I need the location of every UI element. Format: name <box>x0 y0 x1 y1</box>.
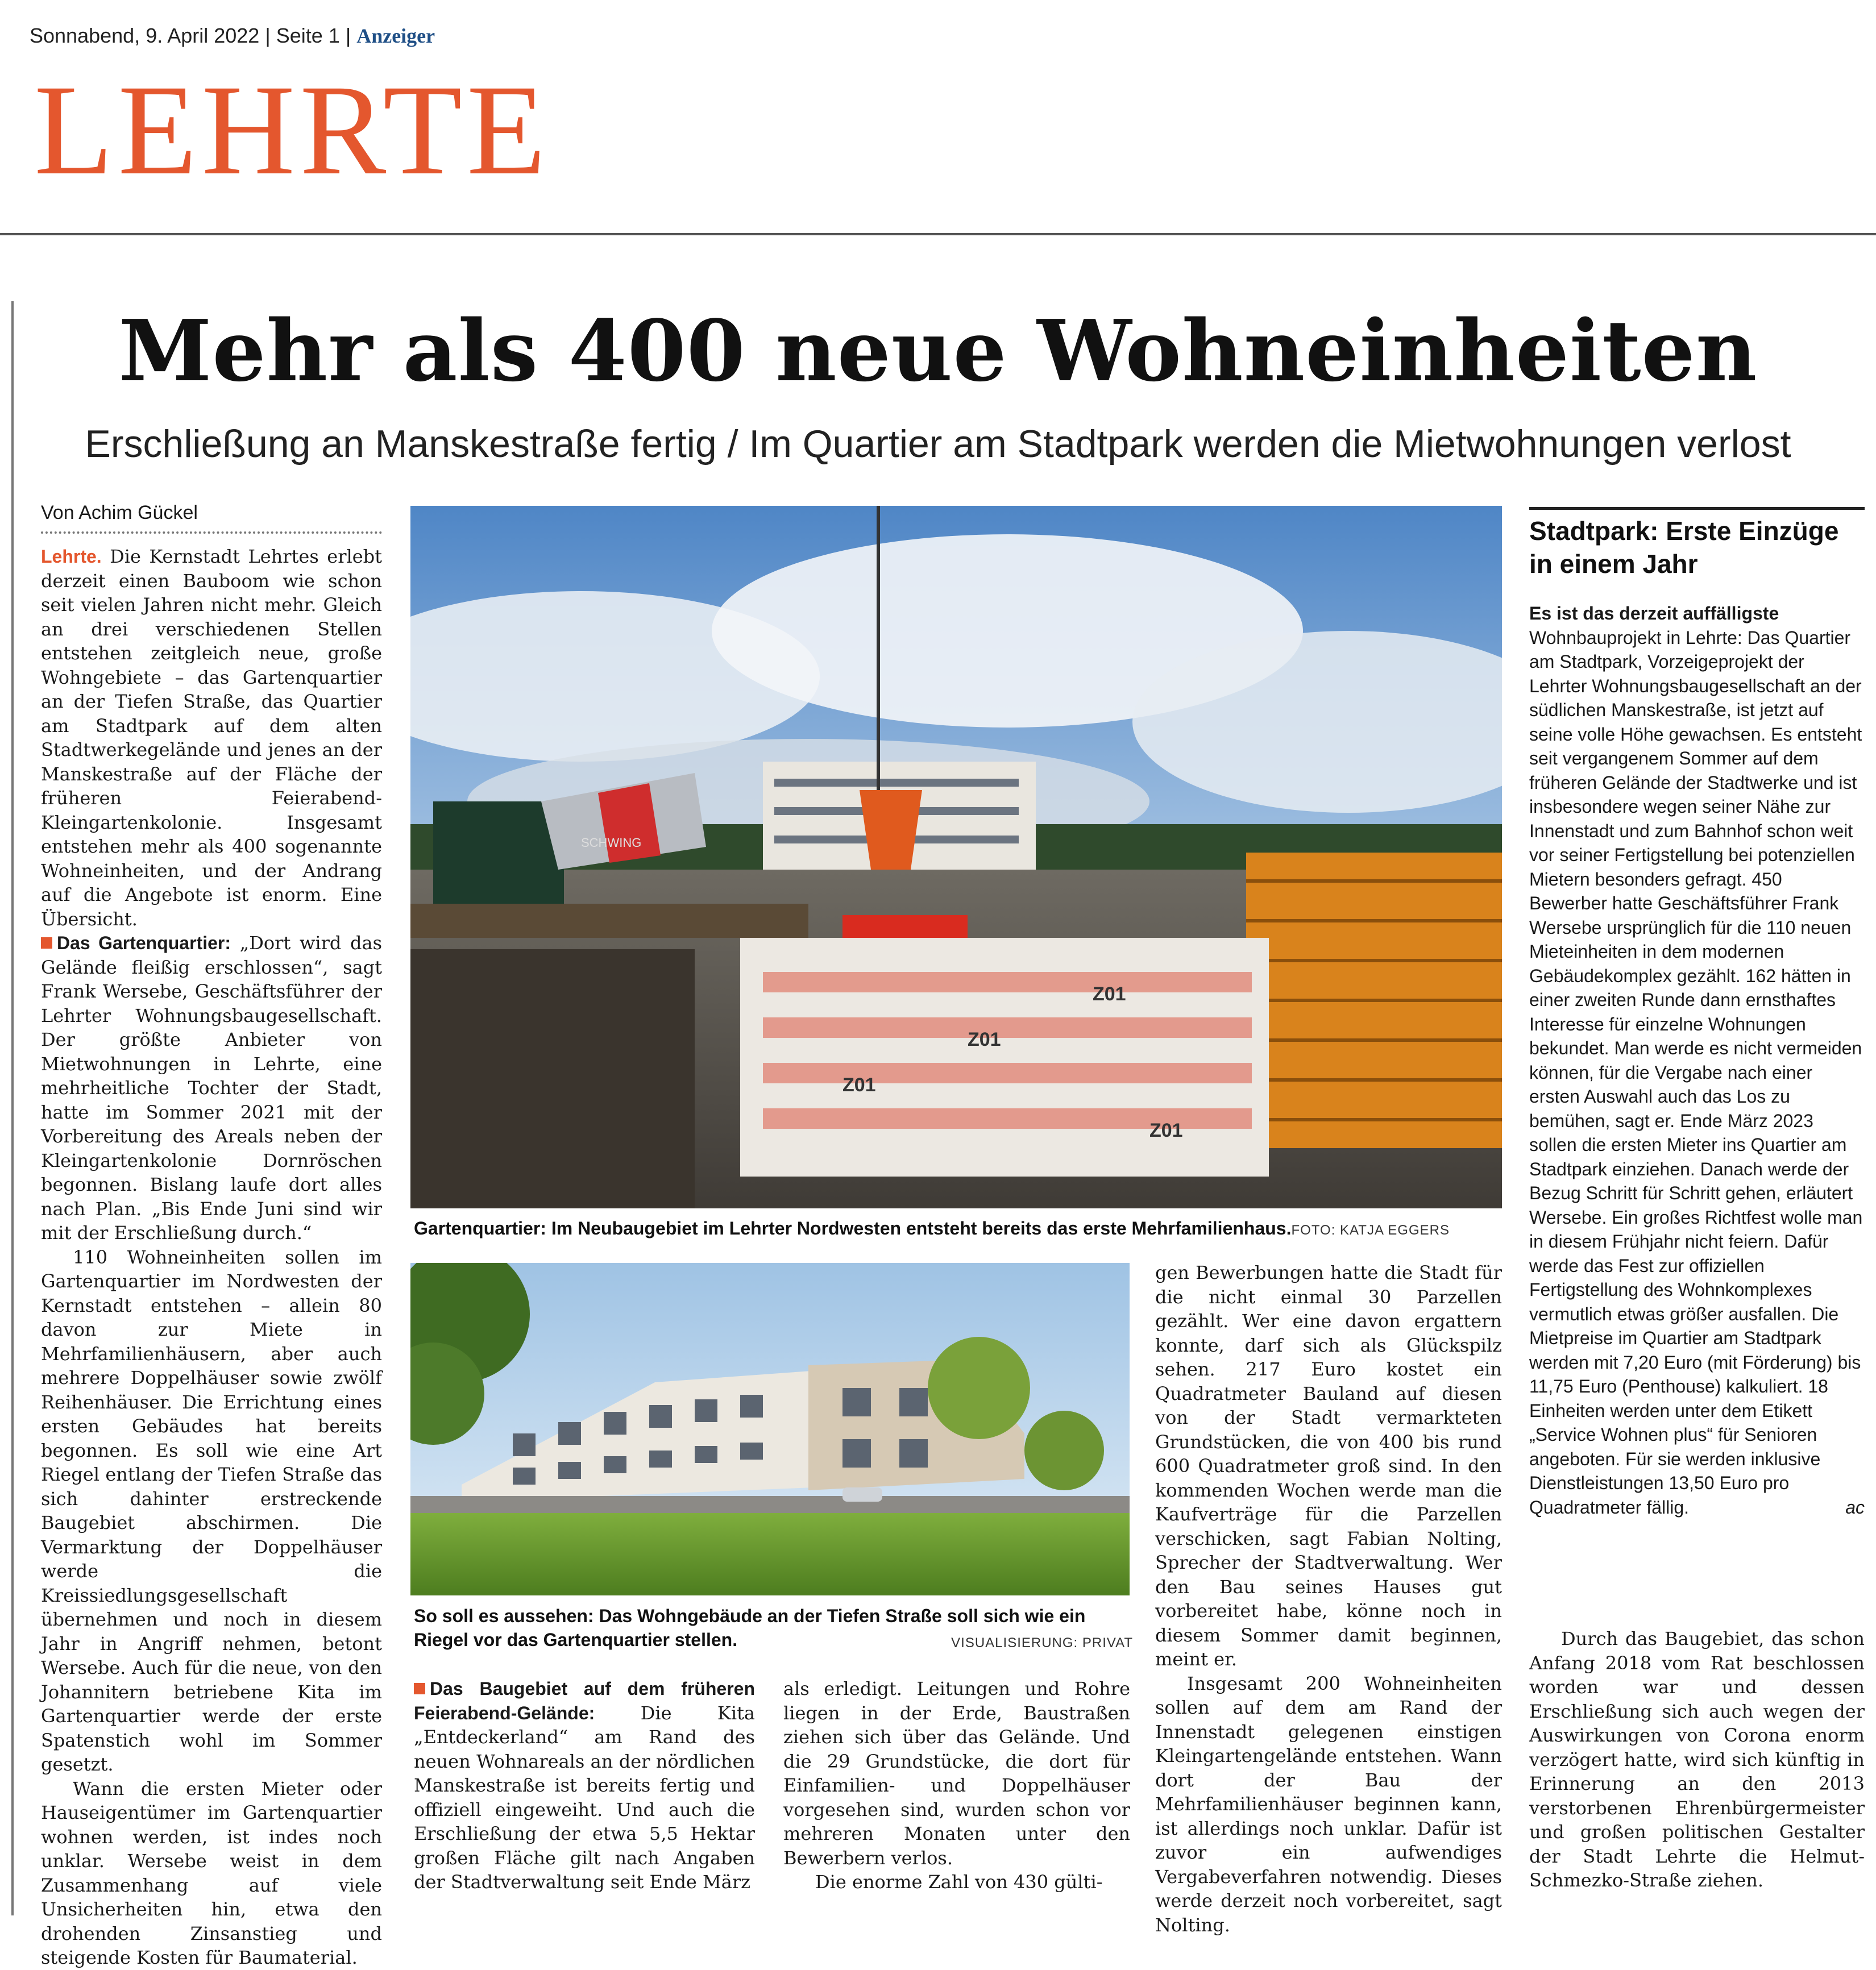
sidebar-text: Wohnbauprojekt in Lehrte: Das Quartier am Stadtpark, Vorzeigeprojekt der Lehrter Wohnungsbaugesellschaft an der südlichen Manskestraße, ist jetzt auf seine volle Höhe gewachsen. Es entsteht seit vergangenem Sommer auf dem früheren Gelände der Stadtwerke und ist insbesondere wegen seiner Nähe zur Innenstadt und zum Bahnhof schon weit vor seiner Fertigstellung bei potenziellen Mietern besonders gefragt. 450 Bewerber hatte Geschäftsführer Frank Wersebe ursprünglich für die 110 neuen Mieteinheiten in dem modernen Gebäudekomplex gezählt. 162 hätten in einer zweiten Runde dann ernsthaftes Interesse für einzelne Wohnungen bekundet. Man werde es nicht vermeiden können, für die Vergabe nach einer ersten Auswahl auch das Los zu bemühen, sagt er. Ende März 2023 sollen die ersten Mieter ins Quartier am Stadtpark einziehen. Danach werde der Bezug Schritt für Schritt gehen, erläutert Wersebe. Ein großes Richtfest wolle man in diesem Frühjahr nicht feiern. Dafür werde das Fest zur offiziellen Fertigstellung des Wohnkomplexes vermutlich etwas größer ausfallen. Die Mietpreise im Quartier am Stadtpark werden mit 7,20 Euro (mit Förderung) bis 11,75 Euro (Penthouse) kalkuliert. 18 Einheiten werden unter dem Etikett „Service Wohnen plus“ für Senioren angeboten. Für sie werden inklusive Dienstleistungen 13,50 Euro pro Quadratmeter fällig. <box>1529 627 1863 1518</box>
issue-date: Sonnabend, 9. April 2022 <box>30 24 260 47</box>
photo-credit: FOTO: KATJA EGGERS <box>1291 1223 1450 1238</box>
sidebar-body <box>1529 601 1865 1519</box>
paragraph: als erledigt. Leitungen und Rohre liegen in der Erde, Baustraßen ziehen sich über das Gelände. Und die 29 Grundstücke, die dort für Einfamilien- und Doppelhäuser vorgesehen sind, wurden schon vor mehreren Monaten unter den Bewerbern verlos. <box>783 1678 1130 1869</box>
article-column-3 <box>783 1677 1130 1894</box>
paragraph: Insgesamt 200 Wohneinheiten sollen auf dem am Rand der Innenstadt gelegenen einstigen Kleingartengelände entstehen. Wann dort der Bau der Mehrfamilienhäuser beginnen kann, ist allerdings noch unklar. Dafür ist zuvor ein aufwendiges Vergabeverfahren notwendig. Dieses werde derzeit noch vorbereitet, sagt Nolting. <box>1155 1672 1502 1936</box>
paragraph: Wann die ersten Mieter oder Hauseigentümer im Gartenquartier wohnen werden, ist indes noch unklar. Wersebe weist in dem Zusammenhang auf viele Unsicherheiten hin, etwa den drohenden Zinsanstieg und steigende Kosten für Baumaterial. <box>41 1777 382 1968</box>
article-column-2 <box>414 1677 755 1894</box>
sidebar-lead: Es ist das derzeit auffälligste <box>1529 603 1779 624</box>
meta-separator: | <box>265 24 271 47</box>
paragraph: Durch das Baugebiet, das schon Anfang 2018 vom Rat beschlossen worden war und dessen Erschließung sich auch wegen der Auswirkungen von Corona enorm verzögert hatte, wird sich künftig in Erinnerung an den 2013 verstorbenen Ehrenbürgermeister und großen politischen Gestalter der Stadt Lehrte die Helmut-Schmezko-Straße ziehen. <box>1529 1628 1865 1891</box>
paragraph-text: „Dort wird das Gelände fleißig erschlossen“, sagt Frank Wersebe, Geschäftsführer der Lehrter Wohnungsbaugesellschaft. Der größte Anbieter von Mietwohnungen in Lehrte, eine mehrheitliche Tochter der Stadt, hatte im Sommer 2021 mit der Vorbereitung des Areals neben der Kleingartenkolonie Dornröschen begonnen. Bislang laufe dort alles nach Plan. „Bis Ende Juni sind wir mit der Erschließung durch.“ <box>41 932 383 1244</box>
paragraph: 110 Wohneinheiten sollen im Gartenquartier im Nordwesten der Kernstadt entstehen – allein 80 davon zur Miete in Mehrfamilienhäusern, aber auch mehrere Doppelhäuser sowie zwölf Reihenhäuser. Die Errichtung eines ersten Gebäudes hat bereits begonnen. Es soll wie eine Art Riegel entlang der Tiefen Straße das sich dahinter erstreckende Baugebiet abschirmen. Die Vermarktung der Doppelhäuser werde die Kreissiedlungsgesellschaft übernehmen und noch in diesem Jahr in Angriff nehmen, betont Wersebe. Auch für die neue, von den Johannitern betriebene Kita im Gartenquartier werde der erste Spatenstich wohl im Sommer gesetzt. <box>41 1246 382 1775</box>
left-margin-rule <box>11 301 14 1915</box>
article-column-4 <box>1155 1261 1502 1937</box>
paragraph <box>41 931 382 1245</box>
section-kicker: Das Gartenquartier: <box>57 933 231 953</box>
dateline: Lehrte. <box>41 546 102 567</box>
sidebar-top-rule <box>1529 507 1865 510</box>
paragraph-text: Die Kernstadt Lehrtes erlebt derzeit einen Bauboom wie schon seit vielen Jahren nicht mehr. Gleich an drei verschiedenen Stellen entstehen zeitgleich neue, große Wohngebiete – das Gartenquartier an der Tiefen Straße, das Quartier am Stadtpark auf dem alten Stadtwerkegelände und jenes an der Manskestraße auf der Fläche der früheren Feierabend-Kleingartenkolonie. Insgesamt entstehen mehr als 400 sogenannte Wohneinheiten, und der Andrang auf die Angebote ist enorm. Eine Übersicht. <box>41 546 382 930</box>
sidebar-author: ac <box>1845 1497 1865 1518</box>
byline-divider <box>41 531 382 534</box>
bag-label: Z01 <box>1149 1120 1183 1141</box>
section-kicker: Das Baugebiet auf dem früheren Feierabend-Gelände: <box>414 1678 755 1723</box>
bag-label: Z01 <box>842 1074 876 1096</box>
sidebar-headline: Stadtpark: Erste Einzüge in einem Jahr <box>1529 516 1839 579</box>
article-headline: Mehr als 400 neue Wohneinheiten <box>118 301 1758 400</box>
photo-credit: VISUALISIERUNG: PRIVAT <box>951 1635 1133 1651</box>
visualization-image <box>410 1263 1130 1595</box>
paragraph-text: Die Kita „Entdeckerland“ am Rand des neuen Wohnareals an der nördlichen Manskestraße ist bereits fertig und offiziell eingeweiht. Und auch die Erschließung der etwa 5,5 Hektar großen Fläche gilt nach Angaben der Stadtverwaltung seit Ende März <box>414 1702 755 1893</box>
article-column-5 <box>1529 1627 1865 1893</box>
caption-text: Gartenquartier: Im Neubaugebiet im Lehrter Nordwesten entsteht bereits das erste Mehrfamilienhaus. <box>414 1218 1292 1238</box>
page-number: Seite 1 <box>276 24 340 47</box>
paragraph: Die enorme Zahl von 430 gülti- <box>815 1871 1103 1893</box>
construction-photo <box>410 506 1502 1208</box>
paragraph: gen Bewerbungen hatte die Stadt für die nicht einmal 30 Parzellen gezählt. Wer eine davon ergattern konnte, darf sich als Glückspilz sehen. 217 Euro kostet ein Quadratmeter Bauland auf diesen von der Stadt vermarkteten Grundstücken, die von 400 bis rund 600 Quadratmeter groß sind. In den kommenden Wochen werde man die Kaufverträge für die Parzellen verschicken, sagt Fabian Nolting, Sprecher der Stadtverwaltung. Wer den Bau seines Hauses gut vorbereitet habe, könne noch in diesem Sommer damit beginnen, meint er. <box>1155 1262 1502 1670</box>
page-meta <box>30 24 435 48</box>
article-column-1 <box>41 545 382 1970</box>
meta-separator: | <box>345 24 351 47</box>
construction-scene-image <box>410 506 1502 1208</box>
bag-label: Z01 <box>968 1029 1001 1050</box>
truck-label: SCHWING <box>581 836 642 850</box>
byline: Von Achim Gückel <box>41 502 198 523</box>
square-bullet-icon <box>414 1683 425 1694</box>
square-bullet-icon <box>41 937 52 949</box>
article-subheadline: Erschließung an Manskestraße fertig / Im Quartier am Stadtpark werden die Mietwohnungen verlost <box>85 422 1791 466</box>
building-rendering-image <box>410 1263 1130 1595</box>
paragraph <box>414 1677 755 1894</box>
caption-text: So soll es aussehen: Das Wohngebäude an der Tiefen Straße soll sich wie ein Riegel vor das Gartenquartier stellen. <box>414 1606 1086 1650</box>
newspaper-brand: Anzeiger <box>356 24 435 47</box>
bag-label: Z01 <box>1093 983 1126 1005</box>
masthead-rule <box>0 233 1876 235</box>
photo2-caption <box>414 1604 1133 1655</box>
photo1-caption <box>414 1216 1511 1242</box>
paragraph <box>41 545 382 931</box>
section-masthead: LEHRTE <box>34 59 551 202</box>
